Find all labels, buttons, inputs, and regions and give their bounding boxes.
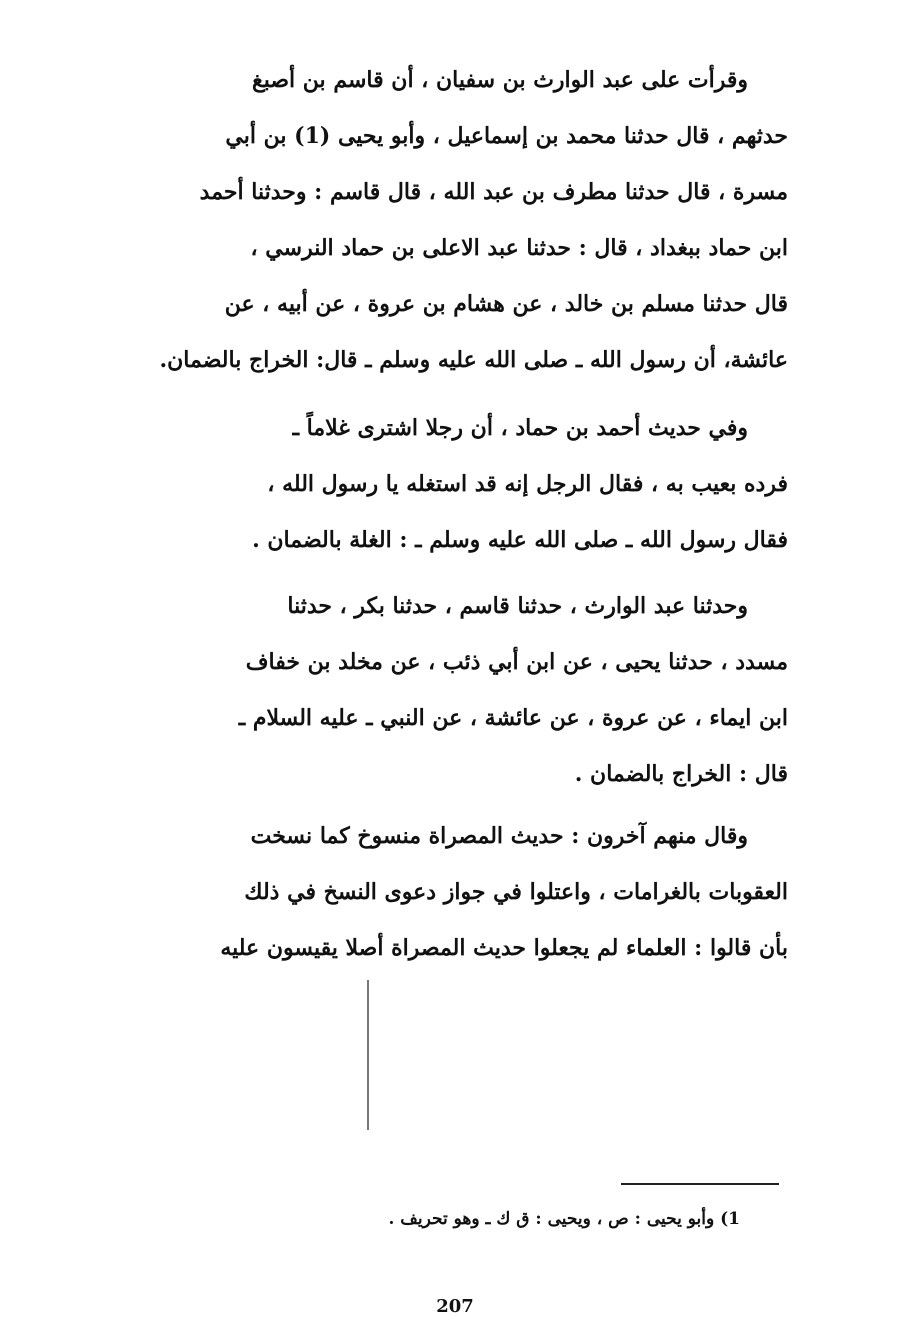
- text-line: وقال منهم آخرون : حديث المصراة منسوخ كما نسخت: [250, 823, 748, 849]
- page-number: 207: [436, 1296, 474, 1317]
- text-line: عائشة، أن رسول الله ـ صلى الله عليه وسلم ـ قال: الخراج بالضمان.: [159, 347, 788, 373]
- footnote: 1) وأبو يحيى : ص ، ويحيى : ق ك ـ وهو تحريف .: [388, 1209, 740, 1229]
- text-line: قال : الخراج بالضمان .: [574, 761, 788, 787]
- paragraph-1: [128, 52, 788, 388]
- text-line: حدثهم ، قال حدثنا محمد بن إسماعيل ، وأبو يحيى (1) بن أبي: [225, 123, 788, 149]
- paragraph-3: [128, 578, 788, 802]
- text-line: العقوبات بالغرامات ، واعتلوا في جواز دعوى النسخ في ذلك: [244, 879, 788, 905]
- text-line: فرده بعيب به ، فقال الرجل إنه قد استغله يا رسول الله ،: [267, 471, 788, 497]
- footnote-separator: [621, 1183, 779, 1185]
- text-line: مسرة ، قال حدثنا مطرف بن عبد الله ، قال قاسم : وحدثنا أحمد: [199, 179, 788, 205]
- text-line: وفي حديث أحمد بن حماد ، أن رجلا اشترى غلاماً ـ: [292, 415, 748, 441]
- text-line: ابن ايماء ، عن عروة ، عن عائشة ، عن النبي ـ عليه السلام ـ: [238, 705, 788, 731]
- text-line: وحدثنا عبد الوارث ، حدثنا قاسم ، حدثنا بكر ، حدثنا: [287, 593, 748, 619]
- text-line: بأن قالوا : العلماء لم يجعلوا حديث المصراة أصلا يقيسون عليه: [220, 935, 788, 961]
- paragraph-4: [128, 808, 788, 976]
- text-line: مسدد ، حدثنا يحيى ، عن ابن أبي ذئب ، عن مخلد بن خفاف: [245, 649, 788, 675]
- text-line: وقرأت على عبد الوارث بن سفيان ، أن قاسم بن أصبغ: [252, 67, 748, 93]
- vertical-rule: [367, 980, 369, 1130]
- text-line: ابن حماد ببغداد ، قال : حدثنا عبد الاعلى بن حماد النرسي ،: [250, 235, 788, 261]
- text-line: قال حدثنا مسلم بن خالد ، عن هشام بن عروة ، عن أبيه ، عن: [224, 291, 788, 317]
- text-line: فقال رسول الله ـ صلى الله عليه وسلم ـ : الغلة بالضمان .: [252, 527, 788, 553]
- paragraph-2: [128, 400, 788, 568]
